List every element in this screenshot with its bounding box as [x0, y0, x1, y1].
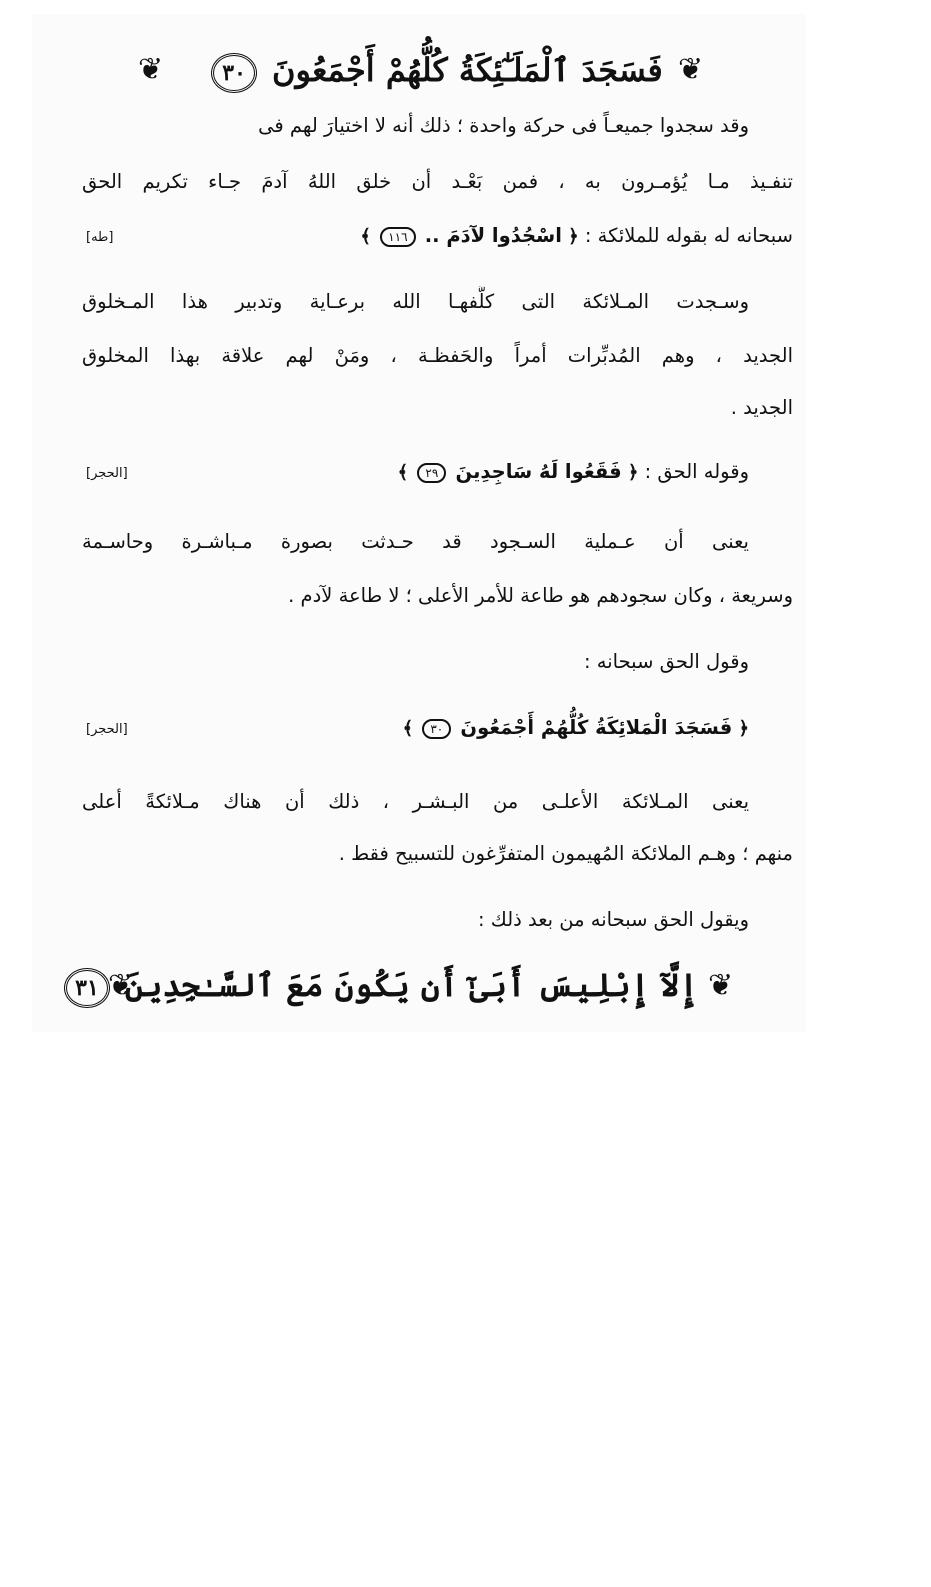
paragraph4-line1: يعنى أن عـملية السـجود قد حـدثت بصورة مـباشـرة وحاسـمة — [82, 530, 749, 553]
top-verse-words: فَسَجَدَ ٱلْمَلَـٰٓئِكَةُ كُلُّهُمْ أَجْمَعُونَ — [272, 51, 663, 89]
top-verse-ayah-number: ٣٠ — [211, 53, 257, 93]
paragraph1-verse: اسْجُدُوا لآدَمَ .. — [424, 224, 562, 247]
paragraph5-line1: وقول الحق سبحانه : — [584, 650, 749, 673]
paragraph2-line3: الجديد . — [730, 396, 793, 419]
paragraph1-reference: [طه] — [86, 230, 114, 245]
paragraph1-line1: وقد سجدوا جميعـاً فى حركة واحدة ؛ ذلك أنه لا اختيارَ لهم فى — [258, 114, 749, 137]
bottom-ornament-left-icon: ❦ — [108, 968, 128, 1003]
paragraph3-verse: فَقَعُوا لَهُ سَاجِدِينَ — [455, 460, 622, 483]
paragraph3-intro: وقوله الحق : — [644, 460, 749, 483]
paragraph7-line1: يعنى المـلائكة الأعلـى من البـشـر ، ذلك أن هناك مـلائكةً أعلى — [82, 790, 749, 813]
paragraph2-line1: وسـجدت المـلائكة التى كلَّفهـا الله برعـاية وتدبير هذا المـخلوق — [82, 290, 749, 313]
paragraph2-line2: الجديد ، وهم المُدبِّرات أمراً والحَفظـة ، ومَنْ لهم علاقة بهذا المخلوق — [82, 344, 793, 367]
bottom-verse-text — [75, 960, 698, 1010]
paragraph6-verse: فَسَجَدَ الْمَلائِكَةُ كُلُّهُمْ أَجْمَعُونَ — [460, 716, 733, 739]
paragraph8-line1: ويقول الحق سبحانه من بعد ذلك : — [478, 908, 749, 931]
paragraph6-reference: [الحجر] — [86, 722, 128, 737]
ornament-left-icon: ❦ — [138, 52, 158, 87]
paragraph4-line2: وسريعة ، وكان سجودهم هو طاعة للأمر الأعلى ؛ لا طاعة لآدم . — [288, 584, 793, 607]
bottom-verse-words: إِلَّآ إِبْلِيسَ أَبَىٰٓ أَن يَكُونَ مَعَ ٱلسَّـٰجِدِينَ — [124, 966, 698, 1004]
top-verse-text — [200, 45, 670, 95]
paragraph3-line: وقوله الحق : ﴿ فَقَعُوا لَهُ سَاجِدِينَ ٢٩ ﴾ — [397, 460, 749, 483]
paragraph1-line2: تنفـيذ مـا يُؤمـرون به ، فمن بَعْـد أن خلق اللهُ آدمَ جـاء تكريم الحق — [82, 170, 793, 193]
paragraph3-reference: [الحجر] — [86, 466, 128, 481]
paragraph6-line: ﴿ فَسَجَدَ الْمَلائِكَةُ كُلُّهُمْ أَجْمَعُونَ ٣٠ ﴾ — [402, 716, 749, 739]
paragraph1-intro: سبحانه له بقوله للملائكة : — [584, 224, 793, 247]
paragraph6-verse-number: ٣٠ — [422, 719, 451, 739]
paragraph1-line3: سبحانه له بقوله للملائكة : ﴿ اسْجُدُوا لآدَمَ .. ١١٦ ﴾ — [360, 224, 793, 247]
bottom-verse-ayah-number: ٣١ — [64, 968, 110, 1008]
paragraph7-line2: منهم ؛ وهـم الملائكة المُهيمون المتفرِّغون للتسبيح فقط . — [338, 842, 793, 865]
bottom-ornament-right-icon: ❦ — [708, 968, 728, 1003]
ornament-right-icon: ❦ — [678, 52, 698, 87]
paragraph1-verse-number: ١١٦ — [380, 227, 415, 247]
paragraph3-verse-number: ٢٩ — [417, 463, 446, 483]
